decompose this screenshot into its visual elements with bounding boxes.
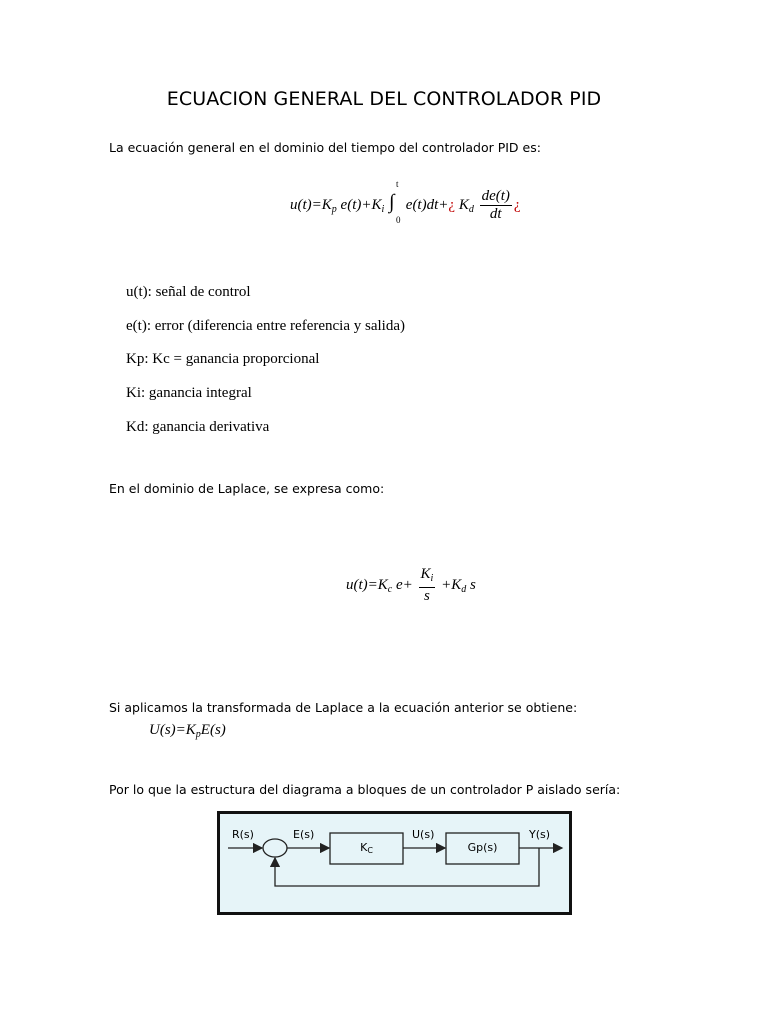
block-diagram-lines (220, 814, 569, 912)
eq2-c-subscript: c (387, 583, 393, 595)
label-r: R(s) (232, 828, 254, 841)
eq2-s: s (469, 576, 476, 593)
eq1-p-subscript: p (331, 203, 337, 215)
laplace-intro: En el dominio de Laplace, se expresa como: (109, 481, 385, 496)
page-title: ECUACION GENERAL DEL CONTROLADOR PID (166, 88, 602, 110)
eq1-e-t: e(t)+K (340, 196, 382, 213)
definition-et: e(t): error (diferencia entre referencia y salida) (126, 318, 405, 334)
eq2-frac-denominator: s (424, 588, 430, 604)
integral-sign: ∫ t 0 (389, 178, 401, 225)
definition-ut: u(t): señal de control (126, 284, 251, 300)
label-u: U(s) (412, 828, 435, 841)
pid-laplace-equation (346, 566, 476, 605)
integral-upper-limit: t (396, 178, 399, 189)
definition-kp: Kp: Kc = ganancia proporcional (126, 351, 320, 367)
block-diagram (217, 811, 572, 915)
eq1-integrand: e(t)dt+ (405, 196, 449, 213)
intro-paragraph: La ecuación general en el dominio del tiempo del controlador PID es: (109, 140, 541, 155)
eq1-frac-numerator: de(t) (481, 188, 510, 204)
label-gp: Gp(s) (467, 841, 498, 854)
transform-intro: Si aplicamos la transformada de Laplace a la ecuación anterior se obtiene: (109, 700, 578, 715)
diagram-intro: Por lo que la estructura del diagrama a bloques de un controlador P aislado sería: (109, 782, 621, 797)
eq1-kd: K (458, 196, 469, 213)
definition-kd: Kd: ganancia derivativa (126, 419, 270, 435)
pid-time-equation (290, 178, 521, 225)
eq1-derivative-fraction (480, 188, 512, 223)
label-kc (330, 841, 403, 855)
eq1-lhs: u(t)=K (290, 196, 332, 213)
eq2-frac-subscript: i (430, 573, 434, 584)
eq2-lhs: u(t)=K (346, 576, 388, 593)
eq2-plus-kd: +K (441, 576, 462, 593)
eq1-d-subscript: d (468, 203, 474, 215)
integral-lower-limit: 0 (396, 214, 401, 225)
eq2-integral-fraction (419, 566, 436, 605)
proportional-equation (149, 722, 226, 740)
eq1-i-subscript: i (381, 203, 385, 215)
eq1-odd-char-1: ¿ (448, 196, 456, 213)
eq2-e-plus: e+ (396, 576, 413, 593)
label-kc-main: K (360, 841, 368, 854)
label-e: E(s) (293, 828, 315, 841)
eq3-lhs: U(s)=K (149, 722, 196, 738)
eq1-odd-char-2: ¿ (513, 196, 521, 213)
eq3-p-subscript: p (195, 729, 201, 740)
eq2-frac-numerator: K (420, 566, 431, 582)
eq3-rhs: E(s) (200, 722, 226, 738)
label-y: Y(s) (529, 828, 551, 841)
summing-junction (263, 839, 287, 857)
eq2-d-subscript: d (461, 583, 467, 595)
label-kc-sub: C (367, 846, 373, 855)
eq1-frac-denominator: dt (489, 206, 502, 222)
definition-ki: Ki: ganancia integral (126, 385, 252, 401)
